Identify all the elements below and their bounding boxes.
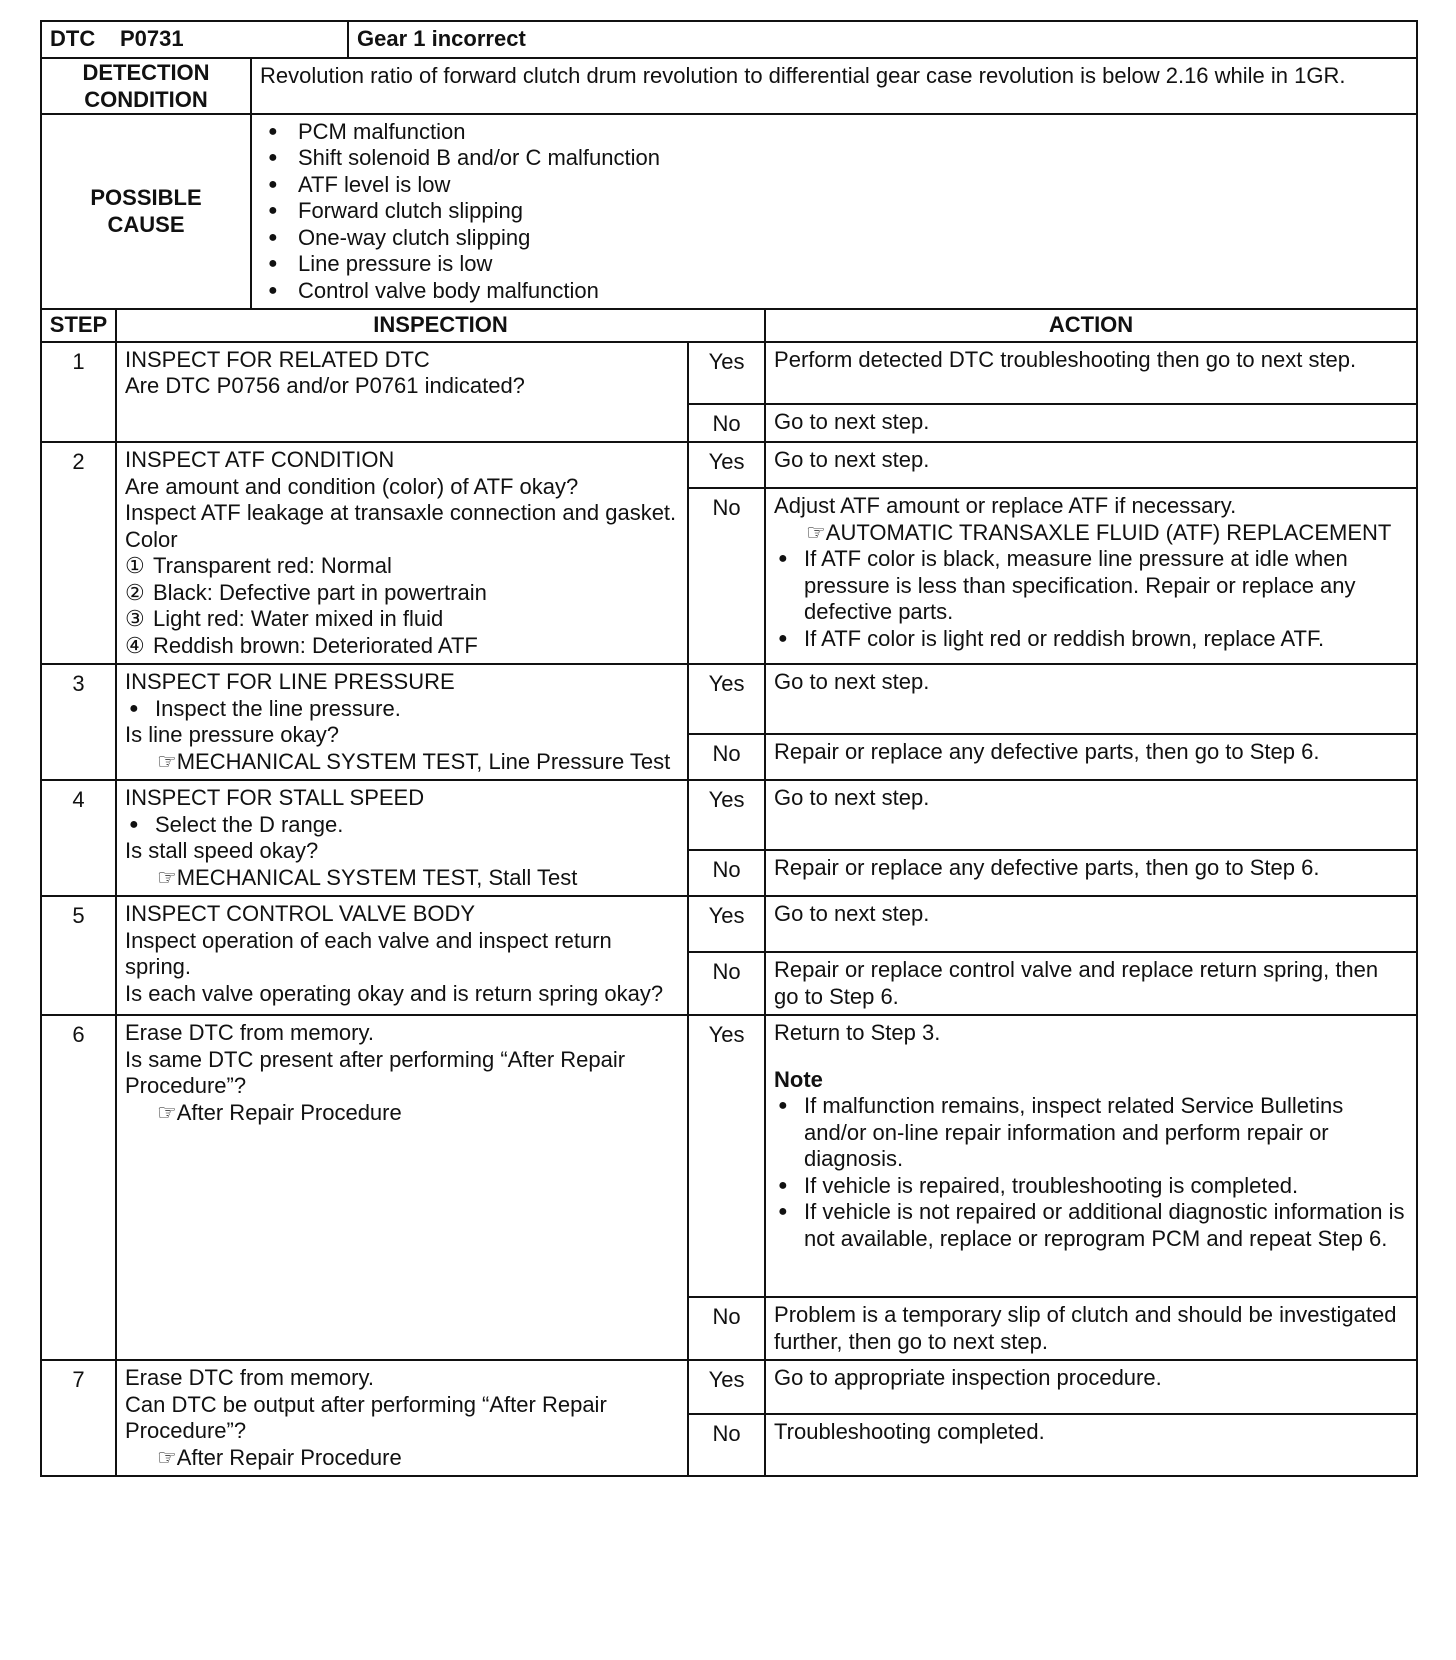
cause-item: ● PCM malfunction bbox=[260, 119, 1408, 146]
action-bullet: ● If ATF color is black, measure line pressure at idle when pressure is less than specification. Repair or replace any defective parts. bbox=[774, 546, 1408, 626]
detection-row bbox=[41, 58, 1417, 114]
reference-link[interactable]: ☞MECHANICAL SYSTEM TEST, Line Pressure Test bbox=[157, 748, 671, 774]
step-row bbox=[41, 1360, 1417, 1414]
cause-item: ● One-way clutch slipping bbox=[260, 225, 1408, 252]
step-question: Is each valve operating okay and is return spring okay? bbox=[125, 980, 664, 1006]
yes-label: Yes bbox=[688, 342, 765, 404]
step-bullets bbox=[125, 696, 679, 723]
action-text: Return to Step 3. bbox=[774, 1020, 941, 1045]
detection-label: DETECTION CONDITION bbox=[41, 58, 251, 114]
cause-item: ● Line pressure is low bbox=[260, 251, 1408, 278]
step-inspection bbox=[116, 896, 688, 1015]
step-question: Is line pressure okay? bbox=[125, 722, 339, 747]
cause-item: ● Control valve body malfunction bbox=[260, 278, 1408, 305]
action-no: Repair or replace control valve and replace return spring, then go to Step 6. bbox=[765, 952, 1417, 1015]
step-row bbox=[41, 342, 1417, 404]
action-no: Repair or replace any defective parts, then go to Step 6. bbox=[765, 850, 1417, 896]
dtc-header-row bbox=[41, 21, 1417, 58]
step-title: INSPECT CONTROL VALVE BODY bbox=[125, 901, 476, 926]
cause-item: ● Forward clutch slipping bbox=[260, 198, 1408, 225]
action-no: Go to next step. bbox=[765, 404, 1417, 443]
action-yes: Go to next step. bbox=[765, 664, 1417, 734]
step-bullets bbox=[125, 812, 679, 839]
possible-cause-list bbox=[260, 119, 1408, 305]
color-item: ② Black: Defective part in powertrain bbox=[125, 579, 487, 605]
yes-label: Yes bbox=[688, 664, 765, 734]
step-question: Is same DTC present after performing “After Repair Procedure”? bbox=[125, 1046, 626, 1098]
cause-item: ● ATF level is low bbox=[260, 172, 1408, 199]
step-title: INSPECT FOR STALL SPEED bbox=[125, 785, 425, 810]
action-yes: Go to next step. bbox=[765, 442, 1417, 488]
note-bullet: ● If malfunction remains, inspect related Service Bulletins and/or on-line repair information and perform repair or diagnosis. bbox=[774, 1093, 1408, 1173]
detection-text: Revolution ratio of forward clutch drum revolution to differential gear case revolution is below 2.16 while in 1GR. bbox=[251, 58, 1417, 114]
action-bullet: ● If ATF color is light red or reddish brown, replace ATF. bbox=[774, 626, 1408, 653]
possible-cause-label: POSSIBLE CAUSE bbox=[41, 114, 251, 310]
step-bullet: ● Inspect the line pressure. bbox=[125, 696, 679, 723]
yes-label: Yes bbox=[688, 780, 765, 850]
step-inspection bbox=[116, 664, 688, 780]
step-bullet: ● Select the D range. bbox=[125, 812, 679, 839]
dtc-code: P0731 bbox=[120, 26, 184, 51]
no-label: No bbox=[688, 488, 765, 664]
step-number: 1 bbox=[41, 342, 116, 443]
pointing-hand-icon: ☞ bbox=[157, 748, 177, 774]
no-label: No bbox=[688, 1414, 765, 1476]
action-yes: Perform detected DTC troubleshooting then go to next step. bbox=[765, 342, 1417, 404]
step-question: Are amount and condition (color) of ATF okay? bbox=[125, 473, 579, 499]
color-item: ③ Light red: Water mixed in fluid bbox=[125, 606, 444, 631]
step-row bbox=[41, 896, 1417, 952]
yes-label: Yes bbox=[688, 442, 765, 488]
no-label: No bbox=[688, 952, 765, 1015]
reference-link[interactable]: ☞AUTOMATIC TRANSAXLE FLUID (ATF) REPLACEMENT bbox=[806, 519, 1392, 545]
yes-label: Yes bbox=[688, 1015, 765, 1297]
step-inspection bbox=[116, 342, 688, 443]
step-number: 3 bbox=[41, 664, 116, 780]
action-yes bbox=[765, 1015, 1417, 1297]
pointing-hand-icon: ☞ bbox=[157, 1099, 177, 1125]
action-no: Troubleshooting completed. bbox=[765, 1414, 1417, 1476]
action-yes: Go to next step. bbox=[765, 780, 1417, 850]
dtc-title: Gear 1 incorrect bbox=[348, 21, 1417, 58]
no-label: No bbox=[688, 1297, 765, 1360]
cause-item: ● Shift solenoid B and/or C malfunction bbox=[260, 145, 1408, 172]
action-yes: Go to appropriate inspection procedure. bbox=[765, 1360, 1417, 1414]
color-label: Color bbox=[125, 526, 178, 552]
possible-cause-row bbox=[41, 114, 1417, 310]
no-label: No bbox=[688, 850, 765, 896]
column-header-inspection: INSPECTION bbox=[116, 309, 765, 342]
step-number: 6 bbox=[41, 1015, 116, 1360]
pointing-hand-icon: ☞ bbox=[157, 1444, 177, 1470]
note-bullet: ● If vehicle is not repaired or additional diagnostic information is not available, replace or reprogram PCM and repeat Step 6. bbox=[774, 1199, 1408, 1252]
reference-link[interactable]: ☞MECHANICAL SYSTEM TEST, Stall Test bbox=[157, 864, 578, 890]
step-inspection bbox=[116, 780, 688, 896]
reference-link[interactable]: ☞After Repair Procedure bbox=[157, 1099, 402, 1125]
action-no: Repair or replace any defective parts, then go to Step 6. bbox=[765, 734, 1417, 780]
action-no: Problem is a temporary slip of clutch and should be investigated further, then go to next step. bbox=[765, 1297, 1417, 1360]
dtc-document bbox=[40, 20, 1416, 1477]
color-item: ④ Reddish brown: Deteriorated ATF bbox=[125, 632, 478, 658]
column-header-row bbox=[41, 309, 1417, 342]
step-row bbox=[41, 442, 1417, 488]
step-number: 5 bbox=[41, 896, 116, 1015]
action-text: Adjust ATF amount or replace ATF if necessary. bbox=[774, 493, 1237, 518]
dtc-table bbox=[40, 20, 1418, 1477]
step-row bbox=[41, 780, 1417, 850]
dtc-code-cell bbox=[41, 21, 348, 58]
step-number: 7 bbox=[41, 1360, 116, 1476]
step-question: Is stall speed okay? bbox=[125, 838, 319, 863]
pointing-hand-icon: ☞ bbox=[806, 519, 826, 545]
yes-label: Yes bbox=[688, 1360, 765, 1414]
note-title: Note bbox=[774, 1066, 823, 1092]
action-no bbox=[765, 488, 1417, 664]
color-item: ① Transparent red: Normal bbox=[125, 553, 392, 578]
step-inspection bbox=[116, 1015, 688, 1360]
step-question: Can DTC be output after performing “After Repair Procedure”? bbox=[125, 1391, 607, 1443]
no-label: No bbox=[688, 734, 765, 780]
yes-label: Yes bbox=[688, 896, 765, 952]
step-row bbox=[41, 1015, 1417, 1297]
step-question: Are DTC P0756 and/or P0761 indicated? bbox=[125, 373, 525, 398]
action-yes: Go to next step. bbox=[765, 896, 1417, 952]
step-number: 2 bbox=[41, 442, 116, 664]
step-row bbox=[41, 664, 1417, 734]
reference-link[interactable]: ☞After Repair Procedure bbox=[157, 1444, 402, 1470]
pointing-hand-icon: ☞ bbox=[157, 864, 177, 890]
step-title: INSPECT FOR LINE PRESSURE bbox=[125, 669, 455, 694]
action-bullets bbox=[774, 546, 1408, 652]
dtc-label: DTC bbox=[50, 26, 96, 51]
note-bullets bbox=[774, 1093, 1408, 1252]
column-header-step: STEP bbox=[41, 309, 116, 342]
step-number: 4 bbox=[41, 780, 116, 896]
no-label: No bbox=[688, 404, 765, 443]
column-header-action: ACTION bbox=[765, 309, 1417, 342]
step-inspection bbox=[116, 442, 688, 664]
step-text: Erase DTC from memory. bbox=[125, 1020, 374, 1045]
note-bullet: ● If vehicle is repaired, troubleshooting is completed. bbox=[774, 1173, 1408, 1200]
step-text: Inspect ATF leakage at transaxle connection and gasket. bbox=[125, 500, 677, 525]
step-text: Erase DTC from memory. bbox=[125, 1365, 374, 1390]
possible-cause-cell bbox=[251, 114, 1417, 310]
step-title: INSPECT ATF CONDITION bbox=[125, 447, 395, 472]
step-text: Inspect operation of each valve and inspect return spring. bbox=[125, 927, 612, 979]
step-inspection bbox=[116, 1360, 688, 1476]
step-title: INSPECT FOR RELATED DTC bbox=[125, 346, 430, 372]
